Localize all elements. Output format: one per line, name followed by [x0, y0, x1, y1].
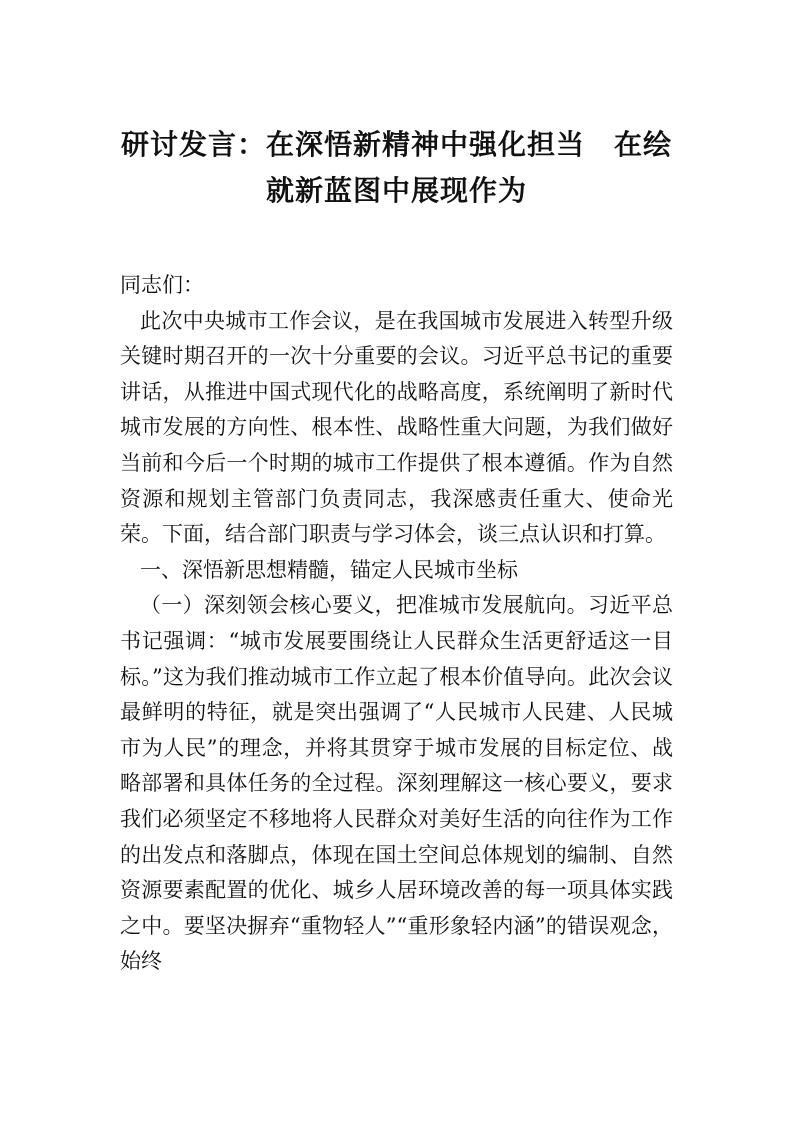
title-line-1: 研讨发言：在深悟新精神中强化担当 在绘: [120, 128, 672, 161]
section-heading-1: 一、深悟新思想精髓，锚定人民城市坐标: [140, 557, 518, 582]
title-line-2: 就新蓝图中展现作为: [265, 174, 527, 207]
paragraph-intro: 此次中央城市工作会议，是在我国城市发展进入转型升级关键时期召开的一次十分重要的会议。习近平总书记的重要讲话，从推进中国式现代化的战略高度，系统阐明了新时代城市发展的方向性、根本性、战略性重大问题，为我们做好当前和今后一个时期的城市工作提供了根本遵循。作为自然资源和规划主管部门负责同志，我深感责任重大、使命光荣。下面，结合部门职责与学习体会，谈三点认识和打算。: [120, 308, 673, 547]
salutation: 同志们：: [120, 273, 204, 297]
document-title: [120, 122, 673, 214]
paragraph-section-1-1: （一）深刻领会核心要义，把准城市发展航向。习近平总书记强调：“城市发展要围绕让人民群众生活更舒适这一目标。”这为我们推动城市工作立起了根本价值导向。此次会议最鲜明的特征，就是突出强调了“人民城市人民建、人民城市为人民”的理念，并将其贯穿于城市发展的目标定位、战略部署和具体任务的全过程。深刻理解这一核心要义，要求我们必须坚定不移地将人民群众对美好生活的向往作为工作的出发点和落脚点，体现在国土空间总体规划的编制、自然资源要素配置的优化、城乡人居环境改善的每一项具体实践之中。要坚决摒弃“重物轻人”“重形象轻内涵”的错误观念，始终: [120, 593, 673, 974]
